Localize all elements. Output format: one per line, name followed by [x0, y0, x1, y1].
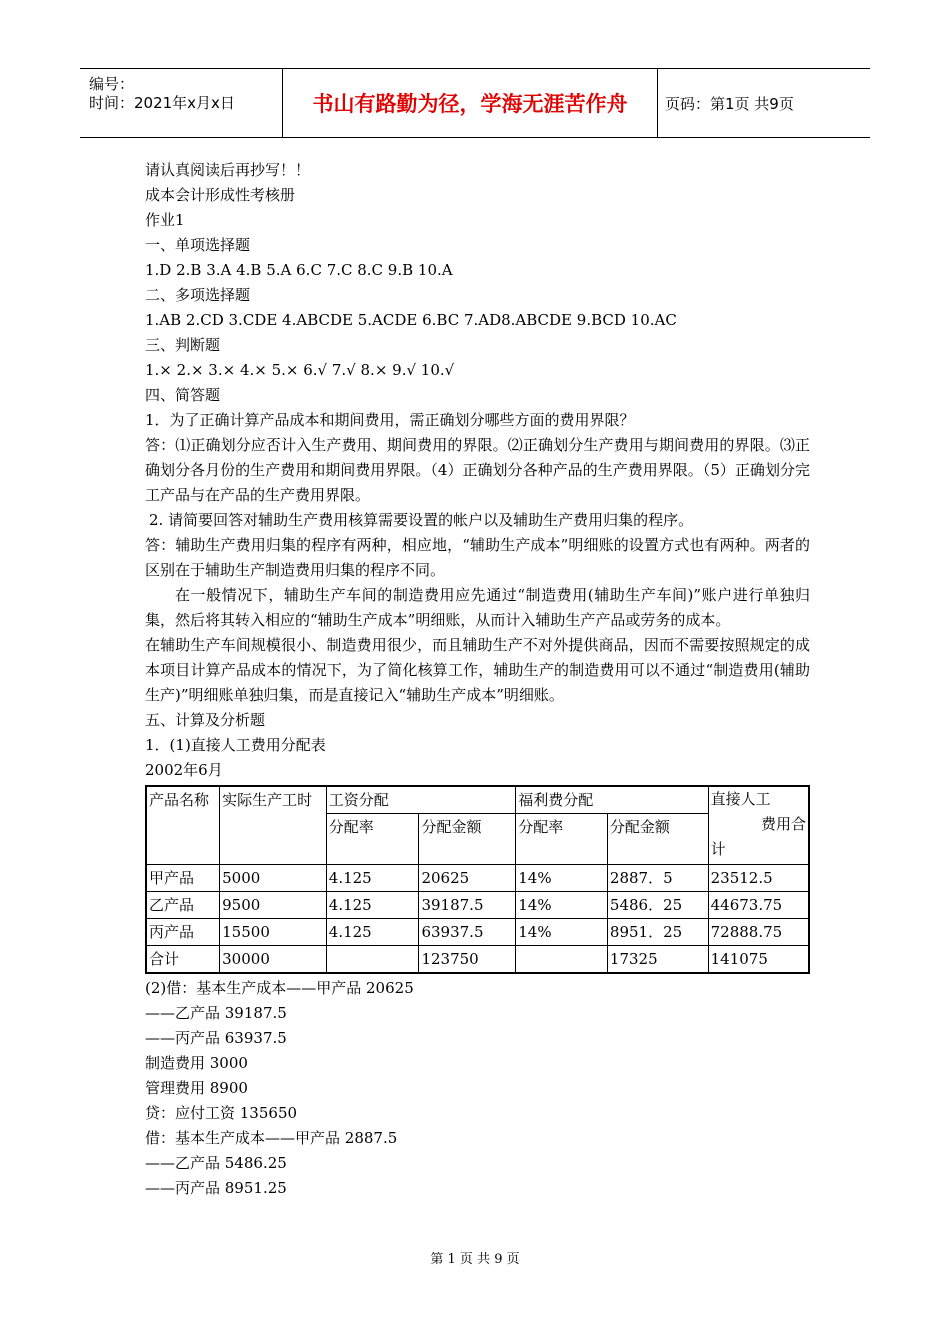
header-total-line-2: 费用合: [760, 815, 806, 833]
cell-hours: 30000: [220, 946, 327, 974]
book-title: 成本会计形成性考核册: [145, 186, 296, 204]
cell-name: 合计: [146, 946, 220, 974]
cell-wage-amount: 63937.5: [419, 919, 516, 946]
section-3-title: 三、判断题: [145, 336, 221, 354]
section-1-title: 一、单项选择题: [145, 236, 251, 254]
header-welfare-amount: 分配金额: [607, 814, 708, 865]
journal-entry-line: ——乙产品 39187.5: [145, 1004, 287, 1022]
cell-welfare-amount: 2887．5: [607, 865, 708, 892]
cell-total: 44673.75: [708, 892, 809, 919]
header-wage-rate: 分配率: [326, 814, 419, 865]
journal-entry-line: (2)借：基本生产成本——甲产品 20625: [145, 979, 414, 997]
cell-welfare-amount: 17325: [607, 946, 708, 974]
cell-welfare-rate: [516, 946, 608, 974]
calc-1-date: 2002年6月: [145, 761, 223, 779]
section-2-title: 二、多项选择题: [145, 286, 251, 304]
journal-entry-line: 制造费用 3000: [145, 1054, 248, 1072]
question-1: 1．为了正确计算产品成本和期间费用，需正确划分哪些方面的费用界限？: [145, 411, 635, 429]
section-4-title: 四、简答题: [145, 386, 221, 404]
cell-welfare-amount: 5486．25: [607, 892, 708, 919]
header-wage-amount: 分配金额: [419, 814, 516, 865]
time-label: 时间：2021年x月x日: [89, 94, 235, 112]
journal-entry-line: ——丙产品 63937.5: [145, 1029, 287, 1047]
cell-wage-rate: 4.125: [326, 919, 419, 946]
cell-wage-rate: 4.125: [326, 865, 419, 892]
header-welfare: 福利费分配: [516, 786, 708, 814]
notice: 请认真阅读后再抄写！！: [145, 161, 311, 179]
header-wage: 工资分配: [326, 786, 515, 814]
number-label: 编号：: [89, 75, 135, 93]
header-hours: 实际生产工时: [220, 786, 327, 865]
cell-total: 72888.75: [708, 919, 809, 946]
journal-entry-line: 借：基本生产成本——甲产品 2887.5: [145, 1129, 398, 1147]
table-row: [146, 892, 809, 919]
answer-2-para-1: 答：辅助生产费用归集的程序有两种，相应地，“辅助生产成本”明细账的设置方式也有两种。两者的区别在于辅助生产制造费用归集的程序不同。: [145, 536, 810, 579]
assignment-title: 作业1: [145, 211, 185, 229]
table-header-row: [146, 786, 809, 814]
cell-welfare-amount: 8951．25: [607, 919, 708, 946]
cell-welfare-rate: 14%: [516, 919, 608, 946]
table-row: [146, 865, 809, 892]
header-product: 产品名称: [146, 786, 220, 865]
header-info: [80, 69, 282, 137]
cell-wage-amount: 123750: [419, 946, 516, 974]
table-row-total: [146, 946, 809, 974]
header-total: [708, 786, 809, 865]
answer-1: 答：⑴正确划分应否计入生产费用、期间费用的界限。⑵正确划分生产费用与期间费用的界限。⑶正确划分各月份的生产费用和期间费用界限。（4）正确划分各种产品的生产费用界限。（5）正确划分完工产品与在产品的生产费用界限。: [145, 436, 810, 504]
journal-entry-line: 贷：应付工资 135650: [145, 1104, 298, 1122]
labor-cost-allocation-table: [145, 785, 810, 974]
header-total-line-1: 直接人工: [710, 790, 771, 808]
cell-wage-amount: 39187.5: [419, 892, 516, 919]
cell-total: 141075: [708, 946, 809, 974]
journal-entry-line: ——丙产品 8951.25: [145, 1179, 287, 1197]
cell-wage-amount: 20625: [419, 865, 516, 892]
cell-name: 乙产品: [146, 892, 220, 919]
page-footer: 第 1 页 共 9 页: [430, 1252, 520, 1267]
cell-hours: 15500: [220, 919, 327, 946]
journal-entry-line: ——乙产品 5486.25: [145, 1154, 287, 1172]
section-5-title: 五、计算及分析题: [145, 711, 266, 729]
cell-name: 甲产品: [146, 865, 220, 892]
section-1-answers: 1.D 2.B 3.A 4.B 5.A 6.C 7.C 8.C 9.B 10.A: [145, 261, 453, 279]
cell-welfare-rate: 14%: [516, 892, 608, 919]
document-body: [145, 158, 810, 1201]
cell-welfare-rate: 14%: [516, 865, 608, 892]
journal-entry-line: 管理费用 8900: [145, 1079, 248, 1097]
question-2: 2. 请简要回答对辅助生产费用核算需要设置的帐户以及辅助生产费用归集的程序。: [149, 511, 694, 529]
cell-wage-rate: [326, 946, 419, 974]
calc-1-title: 1．(1)直接人工费用分配表: [145, 736, 326, 754]
header-page-label: 页码：第1页 共9页: [665, 94, 794, 113]
header-welfare-rate: 分配率: [516, 814, 608, 865]
cell-hours: 5000: [220, 865, 327, 892]
page-header: [80, 68, 870, 138]
cell-total: 23512.5: [708, 865, 809, 892]
answer-2-para-2: 在一般情况下，辅助生产车间的制造费用应先通过“制造费用(辅助生产车间)”账户进行单独归集，然后将其转入相应的“辅助生产成本”明细账，从而计入辅助生产产品或劳务的成本。: [145, 586, 810, 629]
cell-wage-rate: 4.125: [326, 892, 419, 919]
header-total-line-3: 计: [710, 840, 726, 858]
cell-name: 丙产品: [146, 919, 220, 946]
table-row: [146, 919, 809, 946]
header-motto: 书山有路勤为径，学海无涯苦作舟: [282, 69, 658, 137]
section-2-answers: 1.AB 2.CD 3.CDE 4.ABCDE 5.ACDE 6.BC 7.AD8.ABCDE 9.BCD 10.AC: [145, 311, 677, 329]
answer-2-para-3: 在辅助生产车间规模很小、制造费用很少，而且辅助生产不对外提供商品，因而不需要按照规定的成本项目计算产品成本的情况下，为了简化核算工作，辅助生产的制造费用可以不通过“制造费用(辅助生产)”明细账单独归集，而是直接记入“辅助生产成本”明细账。: [145, 636, 810, 704]
section-3-answers: 1.× 2.× 3.× 4.× 5.× 6.√ 7.√ 8.× 9.√ 10.√: [145, 361, 455, 379]
cell-hours: 9500: [220, 892, 327, 919]
